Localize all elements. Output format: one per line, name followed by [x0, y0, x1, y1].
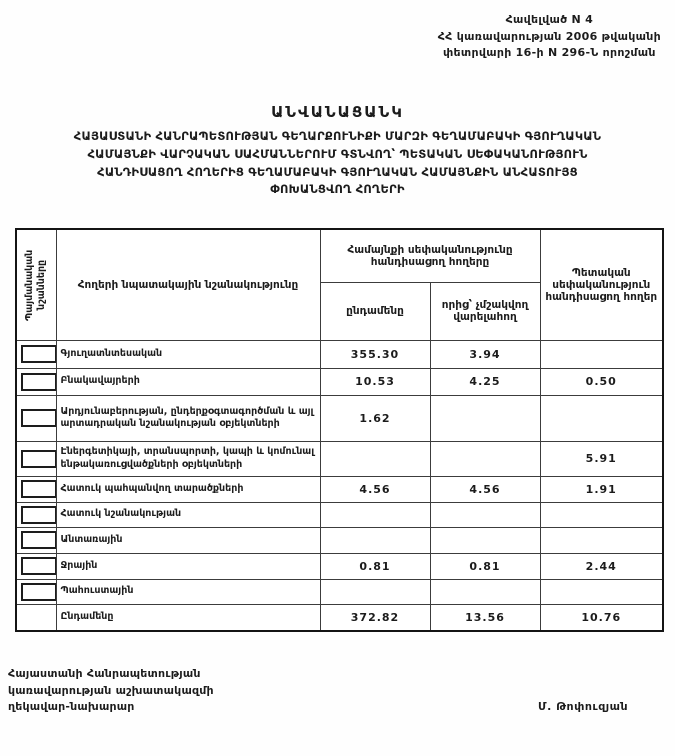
table-row: [16, 395, 663, 441]
signatory-title-line-2: կառավարության աշխատակազմի: [8, 683, 214, 697]
state-value-cell: 0.50: [540, 368, 663, 395]
header-of-which-column: որից՝ չմշակվող վարելահող: [430, 282, 540, 340]
total-value-cell: [320, 441, 430, 476]
signatory-name: Մ. Թոփուզյան: [538, 700, 629, 713]
state-value-cell: 1.91: [540, 476, 663, 502]
state-value-cell: [540, 502, 663, 527]
table-row: [16, 476, 663, 502]
state-value-cell: [540, 527, 663, 553]
table-row: [16, 579, 663, 604]
purpose-cell: Արդյունաբերության, ընդերքօգտագործման և այլ արտադրական նշանակության օբյեկտների: [56, 395, 320, 441]
purpose-cell: Գյուղատնտեսական: [56, 340, 320, 368]
total-value-cell: 10.53: [320, 368, 430, 395]
total-value-cell: 355.30: [320, 340, 430, 368]
total-value-cell: 1.62: [320, 395, 430, 441]
state-value-cell: [540, 340, 663, 368]
purpose-cell: Պահուստային: [56, 579, 320, 604]
state-value-cell: [540, 395, 663, 441]
conventional-sign-cell: [16, 579, 56, 604]
conventional-sign-box: [21, 506, 56, 524]
purpose-cell: Անտառային: [56, 527, 320, 553]
document-subtitle: [0, 128, 675, 199]
conventional-sign-cell: [16, 502, 56, 527]
conventional-sign-cell: [16, 604, 56, 631]
of-which-value-cell: 4.56: [430, 476, 540, 502]
annex-number: Հավելված N 4: [505, 13, 594, 26]
conventional-sign-box: [21, 531, 56, 549]
conventional-sign-cell: [16, 527, 56, 553]
subtitle-line-4: ՓՈԽԱՆՑՎՈՂ ՀՈՂԵՐԻ: [270, 182, 405, 197]
conventional-sign-cell: [16, 553, 56, 579]
subtitle-line-3: ՀԱՆԴԻՍԱՑՈՂ ՀՈՂԵՐԻՑ ԳԵՂԱՄԱԲԱԿԻ ԳՅՈՒՂԱԿԱՆ ՀԱՄԱՅՆՔԻՆ ԱՆՀԱՏՈՒՅՑ: [97, 164, 578, 179]
conventional-sign-cell: [16, 441, 56, 476]
of-which-value-cell: [430, 395, 540, 441]
conventional-sign-box: [21, 345, 56, 363]
table-total-row: [16, 604, 663, 631]
title-block: [0, 103, 675, 199]
conventional-sign-cell: [16, 395, 56, 441]
purpose-cell: Ջրային: [56, 553, 320, 579]
subtitle-line-1: ՀԱՅԱՍՏԱՆԻ ՀԱՆՐԱՊԵՏՈՒԹՅԱՆ ԳԵՂԱՐՔՈՒՆԻՔԻ ՄԱՐԶԻ ԳԵՂԱՄԱԲԱԿԻ ԳՅՈՒՂԱԿԱՆ: [73, 129, 602, 143]
total-value-cell: 0.81: [320, 553, 430, 579]
signatory-title-line-3: ղեկավար-նախարար: [8, 700, 135, 713]
of-which-value-cell: [430, 527, 540, 553]
conventional-sign-box: [21, 583, 56, 601]
of-which-value-cell: 4.25: [430, 368, 540, 395]
conventional-sign-box: [21, 480, 56, 498]
conventional-sign-box: [21, 409, 56, 427]
annex-reference: [438, 12, 661, 62]
conventional-sign-cell: [16, 340, 56, 368]
land-transfer-table: [15, 228, 664, 632]
table-row: [16, 368, 663, 395]
header-symbols-column: [16, 229, 56, 340]
grand-total-cell: 372.82: [320, 604, 430, 631]
header-symbols-label: Պայմանական նշանները: [24, 249, 48, 321]
total-value-cell: [320, 527, 430, 553]
of-which-value-cell: [430, 579, 540, 604]
grand-state-cell: 10.76: [540, 604, 663, 631]
conventional-sign-cell: [16, 368, 56, 395]
conventional-sign-box: [21, 450, 56, 468]
table-row: [16, 502, 663, 527]
annex-decree-year: ՀՀ կառավարության 2006 թվականի: [437, 29, 661, 43]
signatory-title-block: [8, 666, 214, 716]
of-which-value-cell: 3.94: [430, 340, 540, 368]
purpose-cell: Բնակավայրերի: [56, 368, 320, 395]
grand-of-which-cell: 13.56: [430, 604, 540, 631]
state-value-cell: 5.91: [540, 441, 663, 476]
purpose-cell: Հատուկ պահպանվող տարածքների: [56, 476, 320, 502]
of-which-value-cell: 0.81: [430, 553, 540, 579]
total-label-cell: Ընդամենը: [56, 604, 320, 631]
purpose-cell: Էներգետիկայի, տրանսպորտի, կապի և կոմունալ ենթակառուցվածքների օբյեկտների: [56, 441, 320, 476]
table-row: [16, 441, 663, 476]
document-title: ԱՆՎԱՆԱՑԱՆԿ: [271, 103, 404, 121]
header-state-column: Պետական սեփականություն հանդիսացող հողեր: [540, 229, 663, 340]
subtitle-line-2: ՀԱՄԱՅՆՔԻ ՎԱՐՉԱԿԱՆ ՍԱՀՄԱՆՆԵՐՈՒՄ ԳՏՆՎՈՂ՝ ՊԵՏԱԿԱՆ ՍԵՓԱԿԱՆՈՒԹՅՈՒՆ: [87, 146, 588, 161]
signatory-title-line-1: Հայաստանի Հանրապետության: [8, 667, 201, 680]
conventional-sign-box: [21, 557, 56, 575]
purpose-cell: Հատուկ նշանակության: [56, 502, 320, 527]
table-row: [16, 340, 663, 368]
of-which-value-cell: [430, 441, 540, 476]
table-row: [16, 553, 663, 579]
conventional-sign-box: [21, 373, 56, 391]
header-purpose-column: Հողերի նպատակային նշանակությունը: [56, 229, 320, 340]
total-value-cell: [320, 502, 430, 527]
state-value-cell: [540, 579, 663, 604]
header-total-column: ընդամենը: [320, 282, 430, 340]
state-value-cell: 2.44: [540, 553, 663, 579]
conventional-sign-cell: [16, 476, 56, 502]
total-value-cell: [320, 579, 430, 604]
annex-decree-date: փետրվարի 16-ի N 296-Ն որոշման: [442, 46, 656, 59]
header-community-group: Համայնքի սեփականությունը հանդիսացող հողերը: [320, 229, 540, 282]
total-value-cell: 4.56: [320, 476, 430, 502]
of-which-value-cell: [430, 502, 540, 527]
table-row: [16, 527, 663, 553]
